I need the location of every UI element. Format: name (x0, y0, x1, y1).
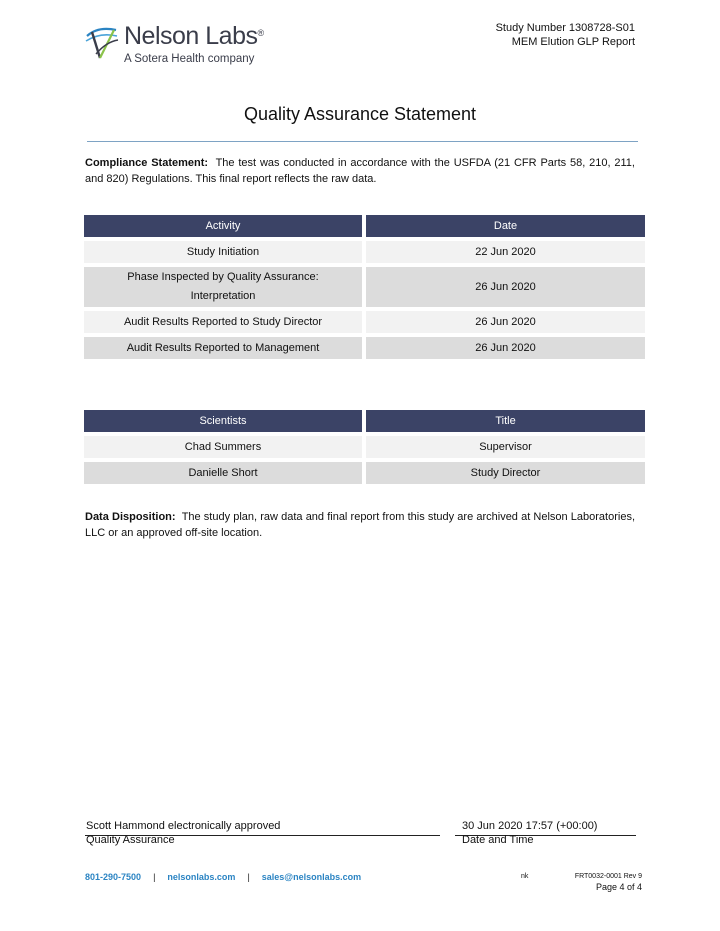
website-link[interactable]: nelsonlabs.com (167, 872, 236, 882)
footer-form-info (575, 871, 642, 893)
date-cell: 22 Jun 2020 (366, 241, 645, 263)
footer-contacts: 801-290-7500 | nelsonlabs.com | sales@nelsonlabs.com (85, 872, 362, 882)
compliance-text: The test was conducted in accordance with the USFDA (21 CFR Parts 58, 210, 211, and 820) Regulations. This final report reflects the raw data. (85, 157, 635, 185)
scientists-table (80, 406, 649, 488)
activity-cell-line1: Phase Inspected by Quality Assurance: (127, 271, 319, 283)
date-cell: 26 Jun 2020 (366, 267, 645, 307)
study-number: Study Number 1308728-S01 (495, 22, 635, 34)
footer-initials: nk (521, 873, 529, 880)
scientists-header: Scientists (84, 410, 362, 432)
disposition-label: Data Disposition: (85, 511, 176, 523)
approver-role: Quality Assurance (86, 834, 175, 846)
activity-cell (84, 267, 362, 307)
activity-header: Activity (84, 215, 362, 237)
page-title: Quality Assurance Statement (243, 104, 477, 124)
table-row (84, 337, 645, 359)
title-cell: Supervisor (366, 436, 645, 458)
header-study-info (496, 21, 635, 49)
compliance-label: Compliance Statement: (85, 157, 209, 169)
date-cell: 26 Jun 2020 (366, 337, 645, 359)
scientist-cell: Danielle Short (84, 462, 362, 484)
activity-table (80, 211, 649, 363)
data-disposition (85, 509, 635, 541)
disposition-text: The study plan, raw data and final report from this study are archived at Nelson Laboratories, LLC or an approved off-site location. (85, 511, 636, 539)
table-row (84, 436, 645, 458)
date-header: Date (366, 215, 645, 237)
nelson-labs-logo-icon (84, 24, 122, 64)
datetime-label: Date and Time (462, 834, 534, 846)
date-cell: 26 Jun 2020 (366, 311, 645, 333)
table-row (84, 311, 645, 333)
form-id: FRT0032-0001 Rev 9 (574, 873, 642, 880)
title-header: Title (366, 410, 645, 432)
activity-cell-line2: Interpretation (190, 290, 256, 302)
approver-name: Scott Hammond electronically approved (86, 820, 281, 832)
title-divider (87, 141, 638, 142)
report-name: MEM Elution GLP Report (511, 36, 635, 48)
table-row (84, 462, 645, 484)
logo-name: Nelson Labs® (124, 22, 264, 50)
activity-cell: Audit Results Reported to Study Director (84, 311, 362, 333)
logo-tagline: A Sotera Health company (124, 53, 255, 65)
activity-cell: Study Initiation (84, 241, 362, 263)
table-row (84, 267, 645, 307)
activity-cell: Audit Results Reported to Management (84, 337, 362, 359)
company-logo (84, 22, 284, 72)
table-row (84, 241, 645, 263)
email-link[interactable]: sales@nelsonlabs.com (261, 872, 362, 882)
compliance-statement (85, 155, 635, 187)
phone-link[interactable]: 801-290-7500 (85, 872, 142, 882)
approval-datetime: 30 Jun 2020 17:57 (+00:00) (462, 820, 598, 832)
title-cell: Study Director (366, 462, 645, 484)
scientist-cell: Chad Summers (84, 436, 362, 458)
page-number: Page 4 of 4 (595, 882, 642, 892)
